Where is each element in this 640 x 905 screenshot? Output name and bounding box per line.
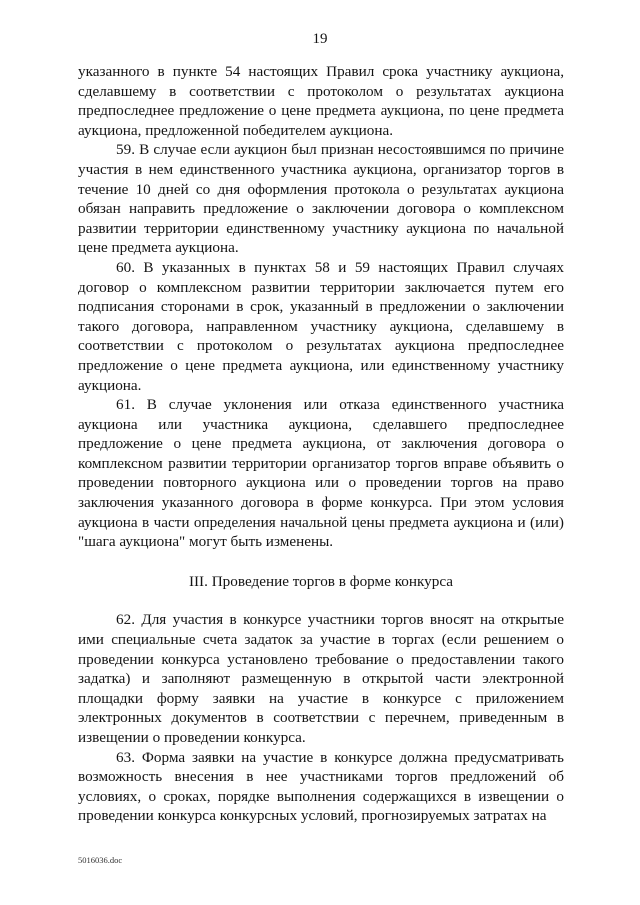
paragraph-63: 63. Форма заявки на участие в конкурсе должна предусматривать возможность внесения в нее участниками торгов предложений об условиях, о сроках, порядке выполнения содержащихся в извещении о проведении конкурса конкурсных условий, прогнозируемых затратах на: [78, 748, 564, 825]
paragraph-59: 59. В случае если аукцион был признан несостоявшимся по причине участия в нем единственного участника аукциона, организатор торгов в течение 10 дней со дня оформления протокола о результатах аукциона обязан направить предложение о заключении договора о комплексном развитии территории единственному участнику аукциона по начальной цене предмета аукциона.: [78, 141, 564, 257]
paragraph-continuation: указанного в пункте 54 настоящих Правил срока участнику аукциона, сделавшему в соответствии с протоколом о результатах аукциона предпоследнее предложение о цене предмета аукциона, по цене предмета аукциона, предложенной победителем аукциона.: [78, 63, 564, 139]
paragraph-60: 60. В указанных в пунктах 58 и 59 настоящих Правил случаях договор о комплексном развитии территории заключается путем его подписания сторонами в срок, указанный в предложении о заключении такого договора, направленном участнику аукциона, сделавшему в соответствии с протоколом о результатах аукциона предпоследнее предложение о цене предмета аукциона, или единственному участнику аукциона.: [78, 258, 564, 394]
page-number: 19: [312, 31, 328, 47]
document-file-code: 5016036.doc: [78, 855, 123, 865]
paragraph-61: 61. В случае уклонения или отказа единственного участника аукциона или участника аукциона, сделавшего предпоследнее предложение о цене предмета аукциона, от заключения договора о комплексном развитии территории организатор торгов вправе объявить о проведении повторного аукциона или о проведении торгов на право заключения указанного договора в форме конкурса. При этом условия аукциона в части определения начальной цены предмета аукциона и (или) "шага аукциона" могут быть изменены.: [78, 396, 564, 551]
section-heading: III. Проведение торгов в форме конкурса: [188, 572, 454, 590]
document-body: [78, 62, 564, 826]
paragraph-62: 62. Для участия в конкурсе участники торгов вносят на открытые ими специальные счета задаток за участие в торгах (если решением о проведении конкурса установлено требование о предоставлении такого задатка) и заполняют размещенную в открытой части электронной площадки форму заявки на участие в конкурсе с приложением электронных документов в соответствии с перечнем, приведенным в извещении о проведении конкурса.: [78, 611, 564, 746]
